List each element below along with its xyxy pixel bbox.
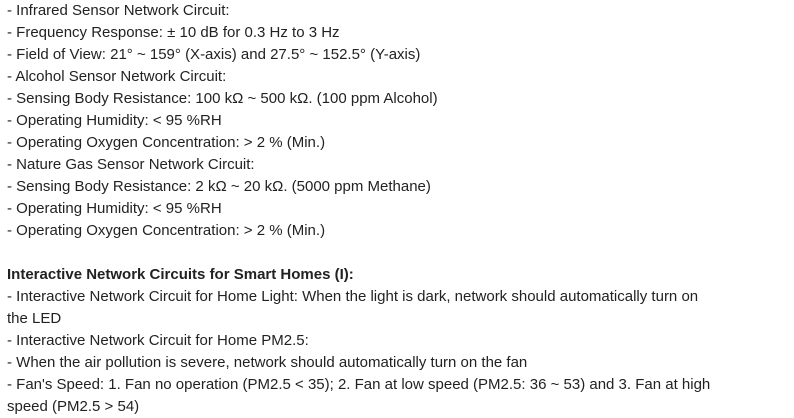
document-body	[7, 0, 791, 418]
spec-line-frequency-response: - Frequency Response: ± 10 dB for 0.3 Hz to 3 Hz	[7, 24, 340, 41]
spec-line-field-of-view: - Field of View: 21° ~ 159° (X-axis) and 27.5° ~ 152.5° (Y-axis)	[7, 46, 421, 63]
interactive-line-pm25: - Interactive Network Circuit for Home PM2.5:	[7, 332, 309, 349]
interactive-line-fan-speed-cont: speed (PM2.5 > 54)	[7, 398, 140, 415]
spec-line-infrared: - Infrared Sensor Network Circuit:	[7, 2, 230, 19]
spec-line-alcohol-oxygen: - Operating Oxygen Concentration: > 2 % (Min.)	[7, 134, 326, 151]
spec-line-alcohol-resistance: - Sensing Body Resistance: 100 kΩ ~ 500 kΩ. (100 ppm Alcohol)	[7, 90, 438, 107]
spec-line-alcohol: - Alcohol Sensor Network Circuit:	[7, 68, 227, 85]
spec-line-gas-resistance: - Sensing Body Resistance: 2 kΩ ~ 20 kΩ. (5000 ppm Methane)	[7, 178, 431, 195]
interactive-line-fan-speed: - Fan's Speed: 1. Fan no operation (PM2.5 < 35); 2. Fan at low speed (PM2.5: 36 ~ 53) and 3. Fan at high	[7, 376, 711, 393]
paragraph-spacer	[7, 242, 791, 264]
interactive-line-home-light: - Interactive Network Circuit for Home Light: When the light is dark, network should automatically turn on	[7, 288, 699, 305]
interactive-line-air-pollution: - When the air pollution is severe, network should automatically turn on the fan	[7, 354, 528, 371]
interactive-line-home-light-cont: the LED	[7, 310, 62, 327]
section-heading: Interactive Network Circuits for Smart Homes (I):	[7, 266, 354, 283]
spec-line-gas-humidity: - Operating Humidity: < 95 %RH	[7, 200, 222, 217]
spec-line-gas: - Nature Gas Sensor Network Circuit:	[7, 156, 255, 173]
spec-line-gas-oxygen: - Operating Oxygen Concentration: > 2 % (Min.)	[7, 222, 326, 239]
spec-line-alcohol-humidity: - Operating Humidity: < 95 %RH	[7, 112, 222, 129]
